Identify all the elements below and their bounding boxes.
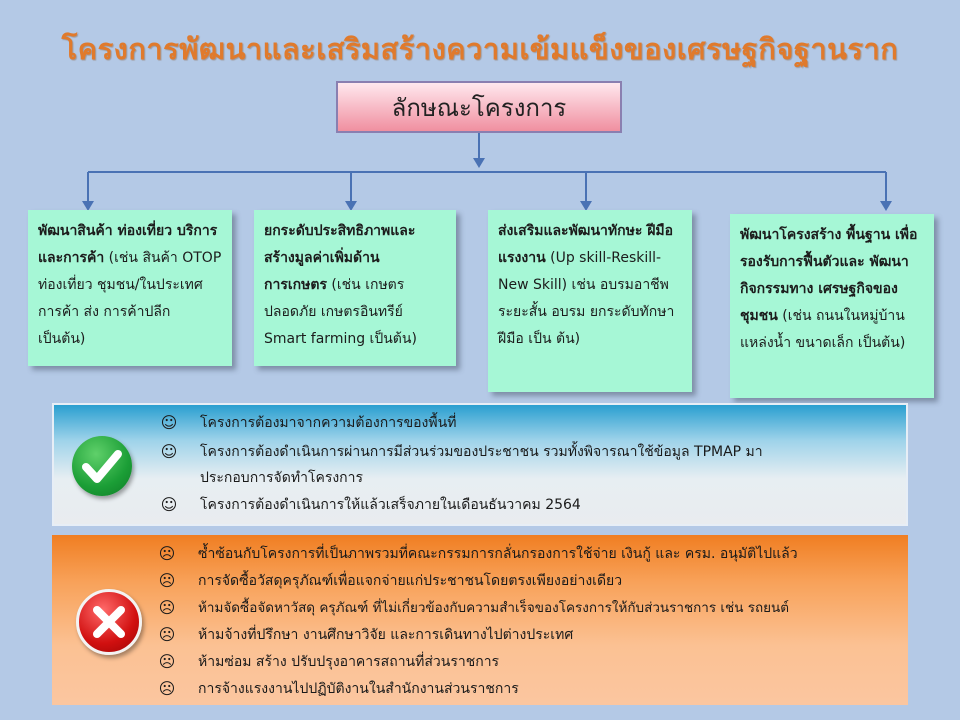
card-infrastructure: [730, 214, 934, 398]
frown-icon: ☹: [158, 571, 176, 590]
smiley-icon: ☺: [160, 442, 178, 461]
page-title: โครงการพัฒนาและเสริมสร้างความเข้มแข็งของเศรษฐกิจฐานราก: [61, 32, 899, 66]
frown-icon: ☹: [158, 544, 176, 563]
card-detail: (เช่น ถนนในหมู่บ้าน แหล่งน้ำ ขนาดเล็ก เป็นต้น): [740, 308, 906, 351]
smiley-icon: ☺: [160, 413, 178, 432]
card-labor-skills: [488, 210, 692, 392]
frown-icon: ☹: [158, 652, 176, 671]
card-title: ส่งเสริมและพัฒนาทักษะ ฝีมือแรงงาน: [498, 223, 674, 266]
card-title: ยกระดับประสิทธิภาพและ สร้างมูลค่าเพิ่มด้าน การเกษตร: [264, 223, 416, 293]
check-icon: [72, 436, 132, 496]
project-characteristics-header: ลักษณะโครงการ: [336, 81, 622, 133]
card-title: พัฒนาสินค้า ท่องเที่ยว บริการ และการค้า: [38, 223, 218, 266]
frown-icon: ☹: [158, 598, 176, 617]
frown-icon: ☹: [158, 625, 176, 644]
frown-icon: ☹: [158, 679, 176, 698]
card-detail: (เช่น สินค้า OTOP ท่องเที่ยว ชุมชน/ในประเทศ การค้า ส่ง การค้าปลีก เป็นต้น): [38, 250, 222, 347]
x-icon: [76, 589, 142, 655]
card-product-tourism: [28, 210, 232, 366]
smiley-icon: ☺: [160, 495, 178, 514]
card-title: พัฒนาโครงสร้าง พื้นฐาน เพื่อรองรับการฟื้นตัวและ พัฒนากิจกรรมทาง เศรษฐกิจของชุมชน: [740, 227, 918, 324]
card-detail: (Up skill-Reskill-New Skill) เช่น อบรมอาชีพระยะสั้น อบรม ยกระดับทักษาฝีมือ เป็น ต้น): [498, 250, 675, 347]
card-agriculture: [254, 210, 456, 366]
card-detail: (เช่น เกษตร ปลอดภัย เกษตรอินทรีย์ Smart farming เป็นต้น): [264, 277, 417, 347]
allowed-item-continued: ประกอบการจัดทำโครงการ: [200, 470, 364, 486]
